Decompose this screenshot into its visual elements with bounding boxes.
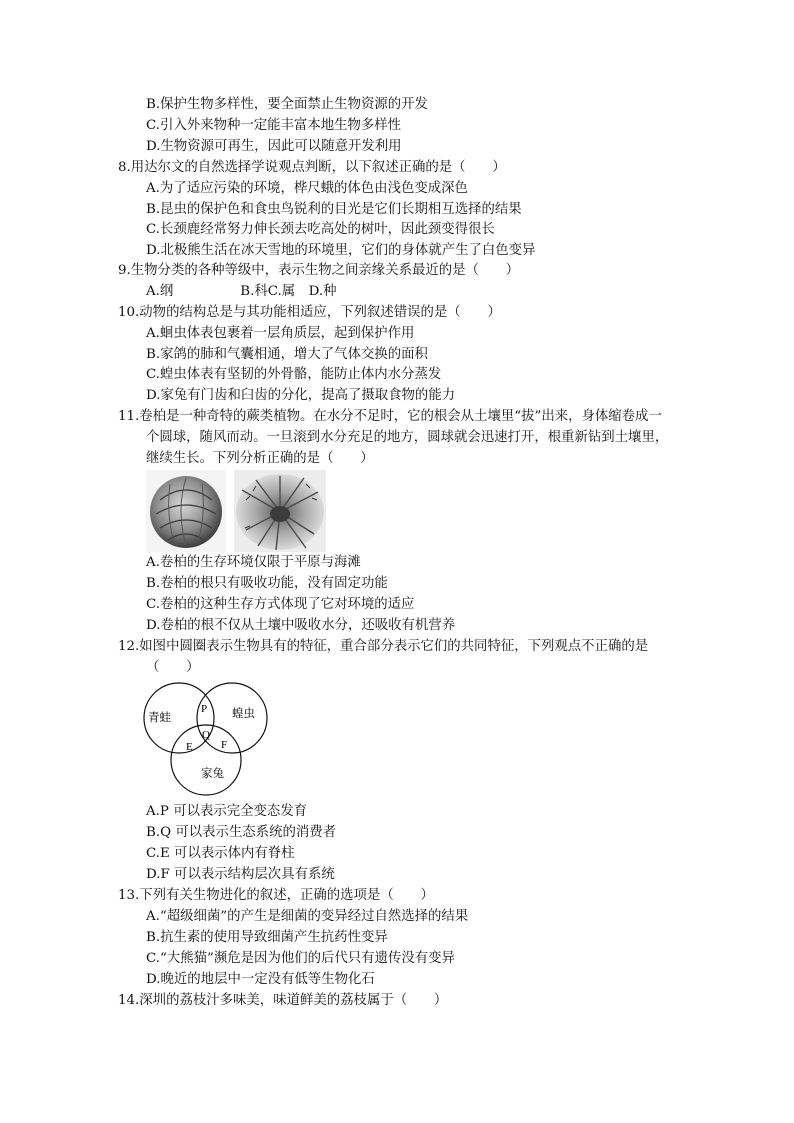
q7-option-d: D.生物资源可再生，因此可以随意开发利用 (146, 139, 402, 154)
q12-option-a: A.P 可以表示完全变态发育 (146, 804, 308, 819)
region-p-label: P (201, 703, 208, 715)
q10-option-d: D.家兔有门齿和臼齿的分化，提高了摄取食物的能力 (146, 388, 456, 403)
q12-option-b: B.Q 可以表示生态系统的消费者 (146, 825, 337, 840)
region-e-label: E (186, 741, 193, 753)
q11-option-b: B.卷柏的根只有吸收功能，没有固定功能 (146, 576, 388, 591)
q13-option-a: A.“超级细菌”的产生是细菌的变异经过自然选择的结果 (146, 909, 469, 924)
question-10: 10.动物的结构总是与其功能相适应，下列叙述错误的是（ ） (118, 305, 501, 320)
question-12: 12.如图中圆圈表示生物具有的特征，重合部分表示它们的共同特征，下列观点不正确的是 (118, 639, 649, 654)
question-8: 8.用达尔文的自然选择学说观点判断，以下叙述正确的是（ ） (118, 160, 506, 175)
opened-plant-photo (234, 470, 326, 552)
q8-option-a: A.为了适应污染的环境，桦尺蛾的体色由浅色变成深色 (146, 181, 468, 196)
frog-label: 青蛙 (148, 710, 171, 724)
q7-option-b: B.保护生物多样性，要全面禁止生物资源的开发 (146, 97, 428, 112)
region-q-label: Q (202, 729, 210, 741)
selaginella-photos (146, 470, 326, 552)
question-11-line-2: 个圆球，随风而动。一旦滚到水分充足的地方，圆球就会迅速打开，根重新钻到土壤里， (146, 430, 669, 445)
question-11-line-3: 继续生长。下列分析正确的是（ ） (146, 451, 374, 466)
q13-option-b: B.抗生素的使用导致细菌产生抗药性变异 (146, 930, 388, 945)
q8-option-c: C.长颈鹿经常努力伸长颈去吃高处的树叶，因此颈变得很长 (146, 222, 495, 237)
q10-option-c: C.蝗虫体表有坚韧的外骨骼，能防止体内水分蒸发 (146, 367, 442, 382)
q13-option-d: D.晚近的地层中一定没有低等生物化石 (146, 972, 375, 987)
curled-ball-photo (146, 470, 226, 552)
q12-option-d: D.F 可以表示结构层次具有系统 (146, 867, 335, 882)
locust-label: 蝗虫 (232, 706, 255, 720)
q11-option-d: D.卷柏的根不仅从土壤中吸收水分，还吸收有机营养 (146, 618, 456, 633)
q12-option-c: C.E 可以表示体内有脊柱 (146, 846, 295, 861)
region-f-label: F (221, 739, 228, 751)
q11-option-a: A.卷柏的生存环境仅限于平原与海滩 (146, 555, 361, 570)
rabbit-label: 家兔 (201, 766, 224, 780)
q7-option-c: C.引入外来物种一定能丰富本地生物多样性 (146, 118, 402, 133)
question-9: 9.生物分类的各种等级中，表示生物之间亲缘关系最近的是（ ） (118, 263, 520, 278)
question-12-line-2: （ ） (146, 660, 200, 675)
question-11: 11.卷柏是一种奇特的蕨类植物。在水分不足时，它的根会从土壤里“拔”出来，身体缩卷成一 (118, 409, 662, 424)
q13-option-c: C.“大熊猫”濒危是因为他们的后代只有遗传没有变异 (146, 951, 455, 966)
question-13: 13.下列有关生物进化的叙述，正确的选项是（ ） (118, 888, 434, 903)
q8-option-d: D.北极熊生活在冰天雪地的环境里，它们的身体就产生了白色变异 (146, 243, 536, 258)
question-14: 14.深圳的荔枝汁多味美，味道鲜美的荔枝属于（ ） (118, 993, 448, 1008)
q9-options: A.纲 B.科C.属 D.种 (146, 284, 337, 299)
q8-option-b: B.昆虫的保护色和食虫鸟锐利的目光是它们长期相互选择的结果 (146, 202, 522, 217)
venn-diagram (142, 680, 272, 798)
q10-option-b: B.家鸽的肺和气囊相通，增大了气体交换的面积 (146, 347, 428, 362)
q10-option-a: A.蛔虫体表包裹着一层角质层，起到保护作用 (146, 326, 415, 341)
q11-option-c: C.卷柏的这种生存方式体现了它对环境的适应 (146, 597, 415, 612)
